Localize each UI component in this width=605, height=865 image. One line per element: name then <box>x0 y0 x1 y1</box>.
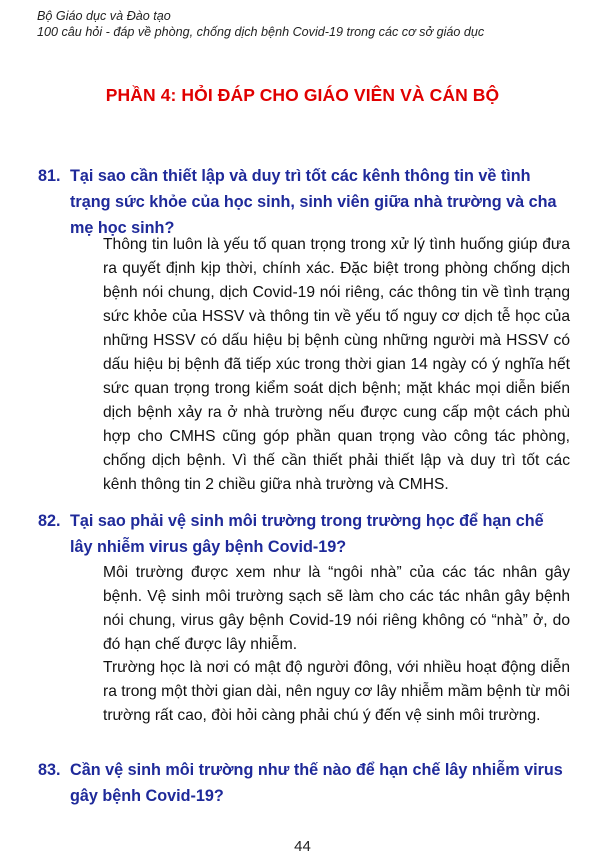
header-ministry: Bộ Giáo dục và Đào tạo <box>37 9 171 23</box>
part-title: PHẦN 4: HỎI ĐÁP CHO GIÁO VIÊN VÀ CÁN BỘ <box>105 85 500 105</box>
answer-81-paragraph: Thông tin luôn là yếu tố quan trọng trong xử lý tình huống giúp đưa ra quyết định kịp thời, chính xác. Đặc biệt trong phòng chống dịch bệnh nói chung, dịch Covid-19 nói riêng, các thông tin về tình trạng sức khỏe của HSSV và thông tin về yếu tố nguy cơ dịch tễ học của những HSSV có dấu hiệu bị bệnh cùng những người mà HSSV có dấu hiệu bị bệnh đã tiếp xúc trong thời gian 14 ngày có ý nghĩa hết sức quan trọng trong kiểm soát dịch bệnh; mặt khác mọi diễn biến dịch bệnh xảy ra ở nhà trường nếu được cung cấp một cách phù hợp cho CMHS cũng góp phần quan trọng vào công tác phòng, chống dịch bệnh. Vì thế cần thiết phải thiết lập và duy trì tốt các kênh thông tin 2 chiều giữa nhà trường và CMHS. <box>103 236 570 493</box>
document-header <box>37 8 577 40</box>
question-number: 81. <box>38 167 61 185</box>
question-text: Tại sao cần thiết lập và duy trì tốt các kênh thông tin về tình trạng sức khỏe của học sinh, sinh viên giữa nhà trường và cha mẹ học sinh? <box>70 167 557 237</box>
question-number: 83. <box>38 761 61 779</box>
question-number: 82. <box>38 512 61 530</box>
question-82 <box>38 508 570 560</box>
question-83 <box>38 757 570 809</box>
question-text: Cần vệ sinh môi trường như thế nào để hạn chế lây nhiễm virus gây bệnh Covid-19? <box>70 761 563 805</box>
question-81 <box>38 163 570 241</box>
page-number: 44 <box>294 838 311 855</box>
header-book-title: 100 câu hỏi - đáp về phòng, chống dịch bệnh Covid-19 trong các cơ sở giáo dục <box>37 25 485 39</box>
answer-82-paragraph-2: Trường học là nơi có mật độ người đông, với nhiều hoạt động diễn ra trong một thời gian dài, nên nguy cơ lây nhiễm mầm bệnh từ môi trường rất cao, đòi hỏi càng phải chú ý đến vệ sinh môi trường. <box>103 659 570 724</box>
question-text: Tại sao phải vệ sinh môi trường trong trường học để hạn chế lây nhiễm virus gây bệnh Covid-19? <box>70 512 544 556</box>
answer-82-paragraph-1: Môi trường được xem như là “ngôi nhà” của các tác nhân gây bệnh. Vệ sinh môi trường sạch sẽ làm cho các tác nhân gây bệnh nói chung, virus gây bệnh Covid-19 nói riêng không có “nhà” ở, do đó hạn chế được lây nhiễm. <box>103 564 570 653</box>
